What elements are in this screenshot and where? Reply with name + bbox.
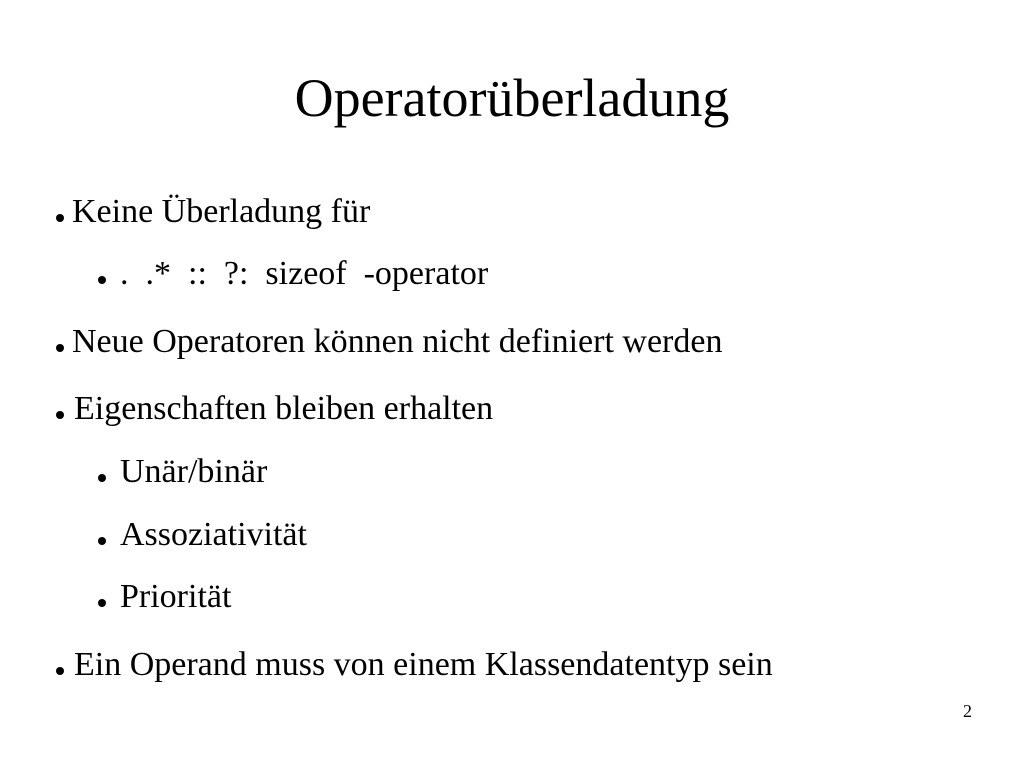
sub-bullet-item bbox=[98, 515, 307, 555]
bullet-dot-icon bbox=[56, 214, 64, 222]
bullet-item bbox=[56, 192, 370, 232]
sub-bullet-item bbox=[98, 452, 267, 492]
bullet-dot-icon bbox=[56, 667, 64, 675]
bullet-text: Neue Operatoren können nicht definiert werden bbox=[72, 323, 723, 360]
sub-bullet-item bbox=[98, 254, 488, 294]
bullet-dot-icon bbox=[56, 344, 64, 352]
slide-title: Operatorüberladung bbox=[294, 68, 730, 128]
bullet-dot-icon bbox=[98, 537, 106, 545]
bullet-text: Ein Operand muss von einem Klassendatentyp sein bbox=[74, 646, 773, 683]
bullet-dot-icon bbox=[98, 599, 106, 607]
bullet-text: Eigenschaften bleiben erhalten bbox=[74, 390, 494, 427]
bullet-dot-icon bbox=[98, 474, 106, 482]
sub-bullet-item bbox=[98, 577, 231, 617]
bullet-dot-icon bbox=[56, 411, 64, 419]
bullet-text: Unär/binär bbox=[120, 453, 268, 490]
bullet-text: . .* :: ?: sizeof -operator bbox=[120, 255, 489, 292]
bullet-dot-icon bbox=[98, 276, 106, 284]
bullet-item bbox=[56, 645, 773, 685]
page-number: 2 bbox=[963, 701, 972, 721]
bullet-text: Keine Überladung für bbox=[72, 193, 371, 230]
bullet-text: Priorität bbox=[120, 578, 232, 615]
bullet-text: Assoziativität bbox=[120, 516, 307, 553]
bullet-item bbox=[56, 322, 722, 362]
bullet-item bbox=[56, 389, 493, 429]
